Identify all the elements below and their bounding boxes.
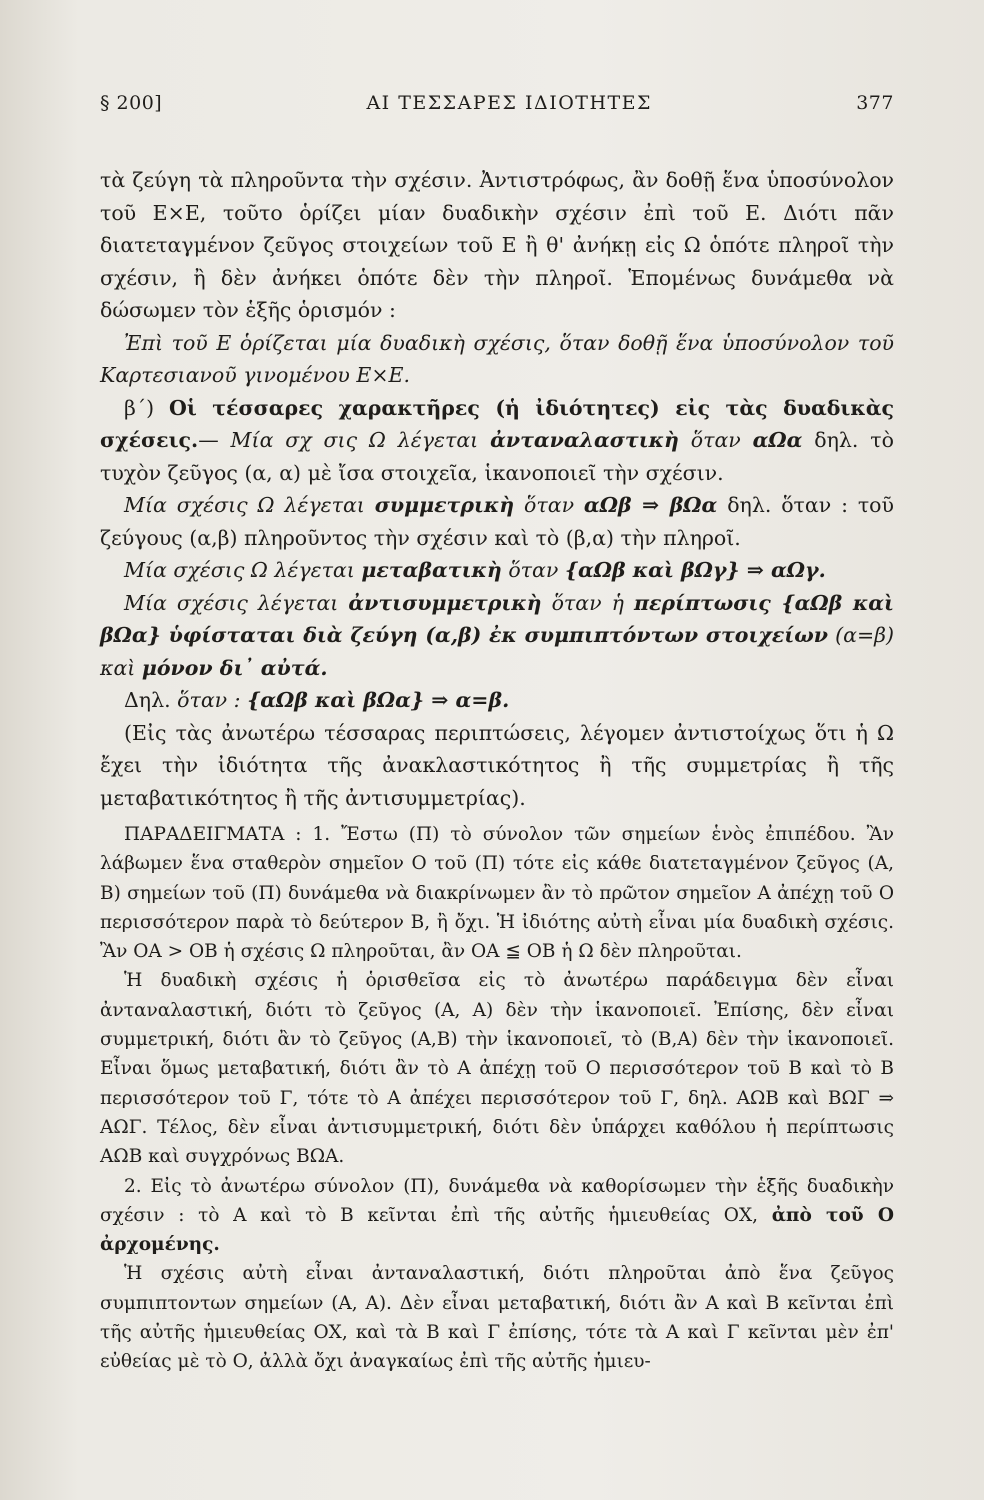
paragraph-symmetric xyxy=(100,489,894,554)
reflexive-intro: Μία σχ σις Ω λέγεται xyxy=(230,428,479,452)
antisymmetric-equal: (α=β) καὶ xyxy=(100,623,894,680)
reflexive-formula: αΩα xyxy=(752,428,803,452)
transitive-when: ὅταν xyxy=(508,558,559,582)
dash: — xyxy=(198,428,219,452)
example-2-text: 2. Εἰς τὸ ἀνωτέρω σύνολον (Π), δυνάμεθα νὰ καθορίσωμεν τὴν ἑξῆς δυαδικὴν σχέσιν : τὸ Α καὶ τὸ Β κεῖνται ἐπὶ τῆς αὐτῆς ἡμιευθείας ΟΧ, xyxy=(100,1175,894,1226)
transitive-formula: {αΩβ καὶ βΩγ} ⇒ αΩγ. xyxy=(564,558,826,582)
paragraph-example-2-analysis: Ἡ σχέσις αὐτὴ εἶναι ἀνταναλαστική, διότι πληροῦται ἀπὸ ἕνα ζεῦγος συμπιπτοντων σημείων (Α, Α). Δὲν εἶναι μεταβατική, διότι ἂν Α καὶ Β κεῖνται ἐπὶ τῆς αὐτῆς ἡμιευθείας ΟΧ, καὶ τὰ Β καὶ Γ ἐπίσης, τότε τὰ Α καὶ Γ κεῖνται μὲν ἐπ' εὐθείας μὲ τὸ Ο, ἀλλὰ ὄχι ἀναγκαίως ἐπὶ τῆς αὐτῆς ἡμιευ- xyxy=(100,1263,894,1373)
subsection-label: β΄) xyxy=(124,395,155,420)
antisymmetric-when: ὅταν ἡ xyxy=(551,590,624,615)
paragraph-reflexive xyxy=(100,392,894,490)
antisymmetric-intro: Μία σχέσις λέγεται xyxy=(124,590,339,615)
reflexive-when: ὅταν xyxy=(690,428,741,452)
chapter-title: ΑΙ ΤΕΣΣΑΡΕΣ ΙΔΙΟΤΗΤΕΣ xyxy=(366,92,652,114)
transitive-term: μεταβατικὴ xyxy=(361,558,502,582)
reflexive-explanation: δηλ. τὸ τυχὸν ζεῦγος (α, α) μὲ ἴσα στοιχεῖα, ἱκανοποιεῖ τὴν σχέσιν. xyxy=(100,428,894,485)
reflexive-term: ἀνταναλαστικὴ xyxy=(490,428,679,452)
running-header xyxy=(100,92,894,114)
when-label: ὅταν : xyxy=(177,688,241,712)
symmetric-when: ὅταν xyxy=(524,493,575,517)
transitive-intro: Μία σχέσις Ω λέγεται xyxy=(124,558,355,582)
antisymmetric-case: περίπτωσις {αΩβ καὶ βΩα} ὑφίσταται διὰ ζεύγη (α,β) ἐκ συμπιπτόντων στοιχείων xyxy=(100,590,894,647)
example-2-bold: ἀπὸ τοῦ Ο ἀρχομένης. xyxy=(100,1204,894,1256)
definition-binary-relation: Ἐπὶ τοῦ Ε ὁρίζεται μία δυαδικὴ σχέσις, ὅταν δοθῇ ἕνα ὑποσύνολον τοῦ Καρτεσιανοῦ γινομένου Ε×Ε. xyxy=(100,330,894,387)
paragraph-example-analysis: Ἡ δυαδικὴ σχέσις ἡ ὁρισθεῖσα εἰς τὸ ἀνωτέρω παράδειγμα δὲν εἶναι ἀνταναλαστική, διότι τὸ ζεῦγος (Α, Α) δὲν τὴν ἱκανοποιεῖ. Ἐπίσης, δὲν εἶναι συμμετρική, διότι ἂν τὸ ζεῦγος (Α,Β) τὴν ἱκανοποιεῖ, τὸ (Β,Α) δὲν τὴν ἱκανοποιεῖ. Εἶναι ὅμως μεταβατική, διότι ἂν τὸ Α ἀπέχῃ τοῦ Ο περισσότερον τοῦ Β καὶ τὸ Β περισσότερον τοῦ Γ, τότε τὸ Α ἀπέχει περισσότερον τοῦ Γ, δηλ. ΑΩΒ καὶ ΒΩΓ ⇒ ΑΩΓ. Τέλος, δὲν εἶναι ἀντισυμμετρική, διότι δὲν ὑπάρχει καθόλου ἡ περίπτωσις ΑΩΒ καὶ συγχρόνως ΒΩΑ. xyxy=(100,970,894,1168)
paragraph-relation-subset: τὰ ζεύγη τὰ πληροῦντα τὴν σχέσιν. Ἀντιστρόφως, ἂν δοθῇ ἕνα ὑποσύνολον τοῦ Ε×Ε, τοῦτο ὁρίζει μίαν δυαδικὴν σχέσιν ἐπὶ τοῦ Ε. Διότι πᾶν διατεταγμένον ζεῦγος στοιχείων τοῦ Ε ἢ θ' ἀνήκῃ εἰς Ω ὁπότε πληροῖ τὴν σχέσιν, ἢ δὲν ἀνήκει ὁπότε δὲν τὴν πληροῖ. Ἑπομένως δυνάμεθα νὰ δώσωμεν τὸν ἑξῆς ὁρισμόν : xyxy=(100,168,894,322)
symmetric-explanation: δηλ. ὅταν : τοῦ ζεύγους (α,β) πληροῦντος τὴν σχέσιν καὶ τὸ (β,α) τὴν πληροῖ. xyxy=(100,493,894,550)
antisymmetric-implication: {αΩβ καὶ βΩα} ⇒ α=β. xyxy=(247,688,510,712)
subsection-heading: Οἱ τέσσαρες χαρακτῆρες (ἡ ἰδιότητες) εἰς τὰς δυαδικὰς σχέσεις. xyxy=(100,395,894,452)
antisymmetric-term: ἀντισυμμετρικὴ xyxy=(348,590,542,615)
symmetric-term: συμμετρικὴ xyxy=(374,493,515,517)
section-marker: § 200] xyxy=(100,92,163,114)
paragraph-antisymmetric xyxy=(100,587,894,685)
paragraph-examples-1: ΠΑΡΑΔΕΙΓΜΑΤΑ : 1. Ἔστω (Π) τὸ σύνολον τῶν σημείων ἑνὸς ἐπιπέδου. Ἂν λάβωμεν ἕνα σταθερὸν σημεῖον Ο τοῦ (Π) τότε εἰς κάθε διατεταγμένον ζεῦγος (Α, Β) σημείων τοῦ (Π) δυνάμεθα νὰ διακρίνωμεν ἂν τὸ πρῶτον σημεῖον Α ἀπέχῃ τοῦ Ο περισσότερον παρὰ τὸ δεύτερον Β, ἢ ὄχι. Ἡ ἰδιότης αὐτὴ εἶναι μία δυαδικὴ σχέσις. Ἂν ΟΑ > ΟΒ ἡ σχέσις Ω πληροῦται, ἂν ΟΑ ≦ ΟΒ ἡ Ω δὲν πληροῦται. xyxy=(100,824,894,963)
antisymmetric-only: μόνον δι᾽ αὐτά. xyxy=(141,655,328,680)
paragraph-example-2 xyxy=(100,1172,894,1260)
paragraph-property-names: (Εἰς τὰς ἀνωτέρω τέσσαρας περιπτώσεις, λέγομεν ἀντιστοίχως ὅτι ἡ Ω ἔχει τὴν ἰδιότητα τῆς ἀνακλαστικότητος ἢ τῆς συμμετρίας ἢ τῆς μεταβατικότητος ἢ τῆς ἀντισυμμετρίας). xyxy=(100,720,894,810)
paragraph-antisymmetric-formula xyxy=(100,684,894,717)
symmetric-formula: αΩβ ⇒ βΩα xyxy=(583,493,718,517)
symmetric-intro: Μία σχέσις Ω λέγεται xyxy=(124,493,365,517)
paragraph-transitive xyxy=(100,554,894,587)
that-is: Δηλ. xyxy=(124,688,171,712)
page-number: 377 xyxy=(856,92,894,114)
